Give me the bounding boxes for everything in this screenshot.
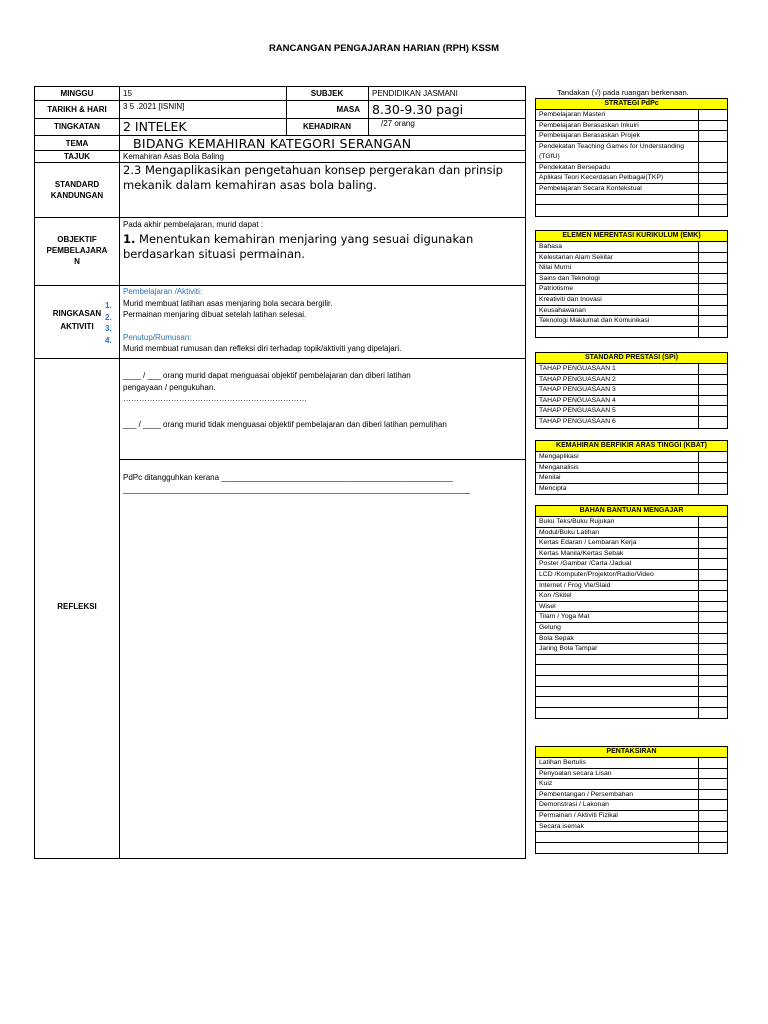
checkbox-cell[interactable]	[698, 163, 727, 173]
checkbox-cell[interactable]	[698, 131, 727, 141]
checklist-item-label: TAHAP PENGUASAAN 2	[539, 375, 616, 383]
checklist-item-label: Pendekatan Teaching Games for Understanding (TGfU)	[539, 142, 684, 160]
checklist-row	[536, 173, 727, 184]
spi-table	[535, 352, 728, 429]
checklist-row	[536, 549, 727, 560]
checkbox-cell[interactable]	[698, 517, 727, 527]
checkbox-cell[interactable]	[698, 284, 727, 294]
ringkasan-line-2: Permainan menjaring dibuat setelah latihan selesai.	[123, 310, 307, 319]
checklist-row	[536, 758, 727, 769]
checkbox-cell[interactable]	[698, 708, 727, 719]
checklist-row	[536, 697, 727, 708]
checklist-item-label: Teknologi Maklumat dan Komunikasi	[539, 317, 650, 325]
tarikh-label: TARIKH & HARI	[47, 105, 107, 114]
checklist-row	[536, 800, 727, 811]
checklist-row	[536, 253, 727, 264]
checklist-row	[536, 263, 727, 274]
checklist-item-label	[536, 843, 698, 854]
checklist-title: STRATEGI PdPc	[536, 99, 727, 110]
checkbox-cell[interactable]	[698, 549, 727, 559]
checkbox-cell[interactable]	[698, 538, 727, 548]
refleksi-line-1: ____ / ___ orang murid dapat menguasai objektif pembelajaran dan diberi latihan	[123, 371, 411, 380]
rph-form	[34, 86, 526, 859]
checkbox-cell[interactable]	[698, 316, 727, 326]
checklist-item-label: TAHAP PENGUASAAN 4	[539, 396, 616, 404]
standard-value: 2.3 Mengaplikasikan pengetahuan konsep pergerakan dan prinsip mekanik dalam kemahiran asas bola baling.	[123, 163, 503, 192]
checkbox-cell[interactable]	[698, 528, 727, 538]
ringkasan-label-2: AKTIVITI	[60, 322, 94, 331]
refleksi-line-4: ___ / ____ orang murid tidak menguasai objektif pembelajaran dan diberi latihan pemulihan	[123, 419, 447, 429]
ringkasan-numbers	[105, 300, 112, 346]
checklist-row	[536, 284, 727, 295]
checkbox-cell[interactable]	[698, 375, 727, 385]
checklist-title: ELEMEN MERENTASI KURIKULUM (EMK)	[536, 231, 727, 242]
checklist-item-label: Kuiz	[539, 780, 553, 788]
checklist-row	[536, 452, 727, 463]
checkbox-cell[interactable]	[698, 697, 727, 707]
checklist-row	[536, 811, 727, 822]
checkbox-cell[interactable]	[698, 484, 727, 495]
kehadiran-value: /27 orang	[381, 119, 415, 128]
checkbox-cell[interactable]	[698, 832, 727, 842]
checklist-item-label: Aplikasi Teori Kecerdasan Pelbagai(TKP)	[539, 174, 664, 182]
ringkasan-number-1: 1.	[105, 301, 112, 310]
minggu-label: MINGGU	[60, 89, 94, 98]
checklist-item-label: Demonstrasi / Lakonan	[539, 801, 609, 809]
checkbox-cell[interactable]	[698, 110, 727, 120]
checklist-row	[536, 316, 727, 327]
checkbox-cell[interactable]	[698, 623, 727, 633]
checkbox-cell[interactable]	[698, 612, 727, 622]
checklist-item-label: Pembelajaran Secara Kontekstual	[539, 184, 642, 192]
checklist-row	[536, 142, 727, 163]
checklist-item-label: TAHAP PENGUASAAN 1	[539, 365, 616, 372]
checklist-row	[536, 295, 727, 306]
checkbox-cell[interactable]	[698, 142, 727, 162]
checklist-item-label: Patriotisme	[539, 285, 573, 293]
checkbox-cell[interactable]	[698, 779, 727, 789]
checkbox-cell[interactable]	[698, 274, 727, 284]
checklist-item-label	[536, 687, 698, 697]
emk-table	[535, 230, 728, 338]
checklist-item-label: Mengaplikasi	[539, 453, 579, 460]
checklist-item-label: Kertas Manila/Kertas Sebak	[539, 549, 624, 557]
checklist-item-label: Secara isemak	[539, 822, 584, 830]
objektif-intro: Pada akhir pembelajaran, murid dapat :	[123, 220, 264, 229]
tajuk-value: Kemahiran Asas Bola Baling	[123, 152, 224, 161]
checklist-row	[536, 385, 727, 396]
refleksi-upper	[123, 370, 447, 430]
kbat-table	[535, 440, 728, 495]
ringkasan-label-1: RINGKASAN	[52, 309, 102, 318]
checklist-row	[536, 274, 727, 285]
checklist-row	[536, 242, 727, 253]
checkbox-cell[interactable]	[698, 306, 727, 316]
checklist-item-label: Nilai Murni	[539, 264, 572, 272]
checkbox-cell[interactable]	[698, 263, 727, 273]
pdpc-ditangguhkan: PdPc ditangguhkan kerana ____________________________________________________	[123, 473, 453, 482]
checkbox-cell[interactable]	[698, 769, 727, 779]
checkbox-cell[interactable]	[698, 463, 727, 473]
standard-label-1: STANDARD	[54, 180, 100, 189]
masa-value: 8.30-9.30 pagi	[372, 102, 464, 117]
checklist-row	[536, 121, 727, 132]
ringkasan-heading-1: Pembelajaran /Aktiviti:	[123, 287, 203, 296]
checkbox-cell[interactable]	[698, 822, 727, 832]
checklist-item-label: Pembentangan / Persembahan	[539, 790, 634, 798]
checkbox-cell[interactable]	[698, 676, 727, 686]
ringkasan-number-2: 2.	[105, 312, 112, 322]
checkbox-cell[interactable]	[698, 195, 727, 205]
checkbox-cell[interactable]	[698, 327, 727, 338]
tajuk-label: TAJUK	[63, 152, 91, 161]
checklist-row	[536, 570, 727, 581]
standard-label-2: KANDUNGAN	[50, 191, 104, 200]
checklist-item-label	[536, 195, 698, 205]
checklist-title: STANDARD PRESTASI (SPi)	[536, 353, 727, 364]
checklist-row	[536, 131, 727, 142]
checkbox-cell[interactable]	[698, 396, 727, 406]
checklist-item-label: Jaring Bola Tampar	[539, 645, 598, 653]
objektif-label-1: OBJEKTIF	[57, 235, 97, 244]
checklist-item-label: Bola Sepak	[539, 634, 574, 642]
checklist-item-label: Modul/Buku Latihan	[539, 528, 600, 536]
checklist-row	[536, 417, 727, 428]
checkbox-cell[interactable]	[698, 591, 727, 601]
checkbox-cell[interactable]	[698, 602, 727, 612]
checkbox-cell[interactable]	[698, 173, 727, 183]
checklist-row	[536, 559, 727, 570]
checklist-item-label: Pendekatan Bersepadu	[539, 163, 611, 171]
checkbox-cell[interactable]	[698, 406, 727, 416]
checklist-row	[536, 832, 727, 843]
checkbox-cell[interactable]	[698, 811, 727, 821]
checklist-item-label	[536, 676, 698, 686]
checklist-item-label: TAHAP PENGUASAAN 5	[539, 407, 616, 415]
checklist-item-label	[536, 708, 698, 719]
checklist-row	[536, 473, 727, 484]
ringkasan-line-1: Murid membuat latihan asas menjaring bola secara bergilir.	[123, 298, 333, 308]
checklist-item-label	[536, 665, 698, 675]
masa-label: MASA	[336, 105, 360, 114]
page-title: RANCANGAN PENGAJARAN HARIAN (RPH) KSSM	[268, 43, 500, 54]
checklist-row	[536, 644, 727, 655]
minggu-value: 15	[123, 89, 132, 98]
checklist-title: KEMAHIRAN BERFIKIR ARAS TINGGI (KBAT)	[536, 441, 727, 452]
checklist-row	[536, 306, 727, 317]
objektif-label-3: N	[74, 257, 80, 266]
checklist-row	[536, 163, 727, 174]
checkbox-cell[interactable]	[698, 559, 727, 569]
checklist-row	[536, 205, 727, 216]
refleksi-line-3: ……………………………………………………………	[123, 394, 307, 403]
checklist-item-label	[536, 327, 698, 338]
checklist-row	[536, 708, 727, 719]
objektif-text	[123, 232, 508, 262]
objektif-number: 1.	[123, 232, 136, 246]
objektif-label-2: PEMBELAJARA	[46, 246, 108, 255]
checklist-note: Tandakan (√) pada ruangan berkenaan.	[557, 88, 689, 97]
checklist-row	[536, 591, 727, 602]
checkbox-cell[interactable]	[698, 364, 727, 374]
checkbox-cell[interactable]	[698, 385, 727, 395]
checklist-row	[536, 623, 727, 634]
checklist-row	[536, 634, 727, 645]
checklist-row	[536, 375, 727, 386]
checklist-row	[536, 406, 727, 417]
checklist-item-label: Kelestarian Alam Sekitar	[539, 253, 614, 261]
checkbox-cell[interactable]	[698, 253, 727, 263]
checkbox-cell[interactable]	[698, 758, 727, 768]
checklist-item-label	[536, 655, 698, 665]
checklist-item-label: Kon /Skitel	[539, 592, 572, 600]
checklist-item-label	[536, 832, 698, 842]
checkbox-cell[interactable]	[698, 417, 727, 428]
checklist-row	[536, 769, 727, 780]
checklist-row	[536, 612, 727, 623]
checklist-row	[536, 581, 727, 592]
checklist-item-label: Pembelajaran Berasaskan Projek	[539, 132, 640, 140]
checklist-item-label: Keusahawanan	[539, 306, 586, 314]
checkbox-cell[interactable]	[698, 242, 727, 252]
checklist-item-label: Pembelajaran Berasaskan Inkuiri	[539, 121, 639, 129]
checklist-row	[536, 843, 727, 854]
checklist-title: PENTAKSIRAN	[536, 747, 727, 758]
checklist-item-label: Tilam / Yoga Mat	[539, 613, 590, 621]
checklist-item-label: Kreativiti dan Inovasi	[539, 295, 602, 303]
kehadiran-label: KEHADIRAN	[303, 122, 351, 131]
checklist-item-label: Pembelajaran Masteri	[539, 111, 606, 118]
checklist-item-label	[536, 205, 698, 216]
checkbox-cell[interactable]	[698, 570, 727, 580]
checkbox-cell[interactable]	[698, 184, 727, 194]
tarikh-value: 3 5 .2021 [ISNIN]	[123, 102, 185, 111]
checkbox-cell[interactable]	[698, 843, 727, 854]
checklist-row	[536, 779, 727, 790]
checkbox-cell[interactable]	[698, 634, 727, 644]
checklist-row	[536, 327, 727, 338]
checklist-item-label	[536, 697, 698, 707]
checklist-row	[536, 790, 727, 801]
checklist-row	[536, 528, 727, 539]
checkbox-cell[interactable]	[698, 800, 727, 810]
checklist-item-label: Sains dan Teknologi	[539, 274, 600, 282]
checkbox-cell[interactable]	[698, 665, 727, 675]
checkbox-cell[interactable]	[698, 790, 727, 800]
tema-label: TEMA	[65, 139, 89, 148]
checklist-item-label: Gelung	[539, 623, 561, 631]
objektif-value: Menentukan kemahiran menjaring yang sesuai digunakan berdasarkan situasi permainan.	[123, 232, 474, 261]
checklist-row	[536, 602, 727, 613]
refleksi-line-2: pengayaan / pengukuhan.	[123, 382, 216, 392]
refleksi-lower	[123, 472, 523, 495]
checklist-row	[536, 517, 727, 528]
checkbox-cell[interactable]	[698, 581, 727, 591]
refleksi-line-6: ______________________________________________________________________________	[123, 484, 471, 494]
checklist-row	[536, 184, 727, 195]
ringkasan-heading-2: Penutup/Rumusan:	[123, 332, 192, 342]
checklist-row	[536, 822, 727, 833]
checklist-item-label: Latihan Bertulis	[539, 759, 586, 766]
checklist-item-label: Poster /Gambar /Carta /Jadual	[539, 560, 632, 568]
checklist-item-label: Penyoalan secara Lisan	[539, 769, 612, 777]
checklist-row	[536, 396, 727, 407]
checklist-item-label: Permainan / Aktiviti Fizikal	[539, 811, 618, 819]
checklist-row	[536, 195, 727, 206]
bbm-table	[535, 505, 728, 719]
ringkasan-number-3: 3.	[105, 324, 112, 333]
checklist-row	[536, 655, 727, 666]
checklist-item-label: Internet / Frog Vle/Slaid	[539, 581, 611, 589]
subjek-value: PENDIDIKAN JASMANI	[372, 89, 458, 98]
checklist-item-label: Mencipta	[539, 484, 567, 492]
checklist-row	[536, 463, 727, 474]
checklist-title: BAHAN BANTUAN MENGAJAR	[536, 506, 727, 517]
refleksi-label: REFLEKSI	[57, 602, 97, 611]
tingkatan-label: TINGKATAN	[54, 122, 100, 131]
checklist-item-label: Menilai	[539, 474, 561, 482]
checklist-item-label: Bahasa	[539, 243, 563, 250]
checklist-item-label: LCD /Komputer/Projektor/Radio/Video	[539, 570, 654, 578]
tingkatan-value: 2 INTELEK	[123, 119, 187, 134]
checklist-item-label: Kertas Edaran / Lembaran Kerja	[539, 539, 637, 547]
checklist-row	[536, 676, 727, 687]
ringkasan-content	[123, 286, 401, 355]
checkbox-cell[interactable]	[698, 644, 727, 654]
pentaksiran-table	[535, 746, 728, 854]
checklist-row	[536, 110, 727, 121]
checklist-item-label: TAHAP PENGUASAAN 6	[539, 417, 616, 425]
subjek-label: SUBJEK	[310, 89, 344, 98]
ringkasan-line-3: Murid membuat rumusan dan refleksi diri terhadap topik/aktiviti yang dipelajari.	[123, 344, 402, 353]
checkbox-cell[interactable]	[698, 473, 727, 483]
checklist-item-label: TAHAP PENGUASAAN 3	[539, 386, 616, 394]
checklist-item-label: Menganalisis	[539, 463, 579, 471]
checkbox-cell[interactable]	[698, 121, 727, 131]
checklist-row	[536, 364, 727, 375]
tema-value: BIDANG KEMAHIRAN KATEGORI SERANGAN	[133, 136, 412, 151]
checklist-row	[536, 484, 727, 495]
checkbox-cell[interactable]	[698, 687, 727, 697]
checkbox-cell[interactable]	[698, 655, 727, 665]
checkbox-cell[interactable]	[698, 295, 727, 305]
checklist-row	[536, 687, 727, 698]
checklist-item-label: Buku Teks/Buku Rujukan	[539, 518, 615, 525]
checklist-row	[536, 665, 727, 676]
strategi-table	[535, 98, 728, 217]
checkbox-cell[interactable]	[698, 205, 727, 216]
checklist-item-label: Wisel	[539, 602, 556, 610]
checkbox-cell[interactable]	[698, 452, 727, 462]
checklist-row	[536, 538, 727, 549]
ringkasan-number-4: 4.	[105, 335, 112, 345]
